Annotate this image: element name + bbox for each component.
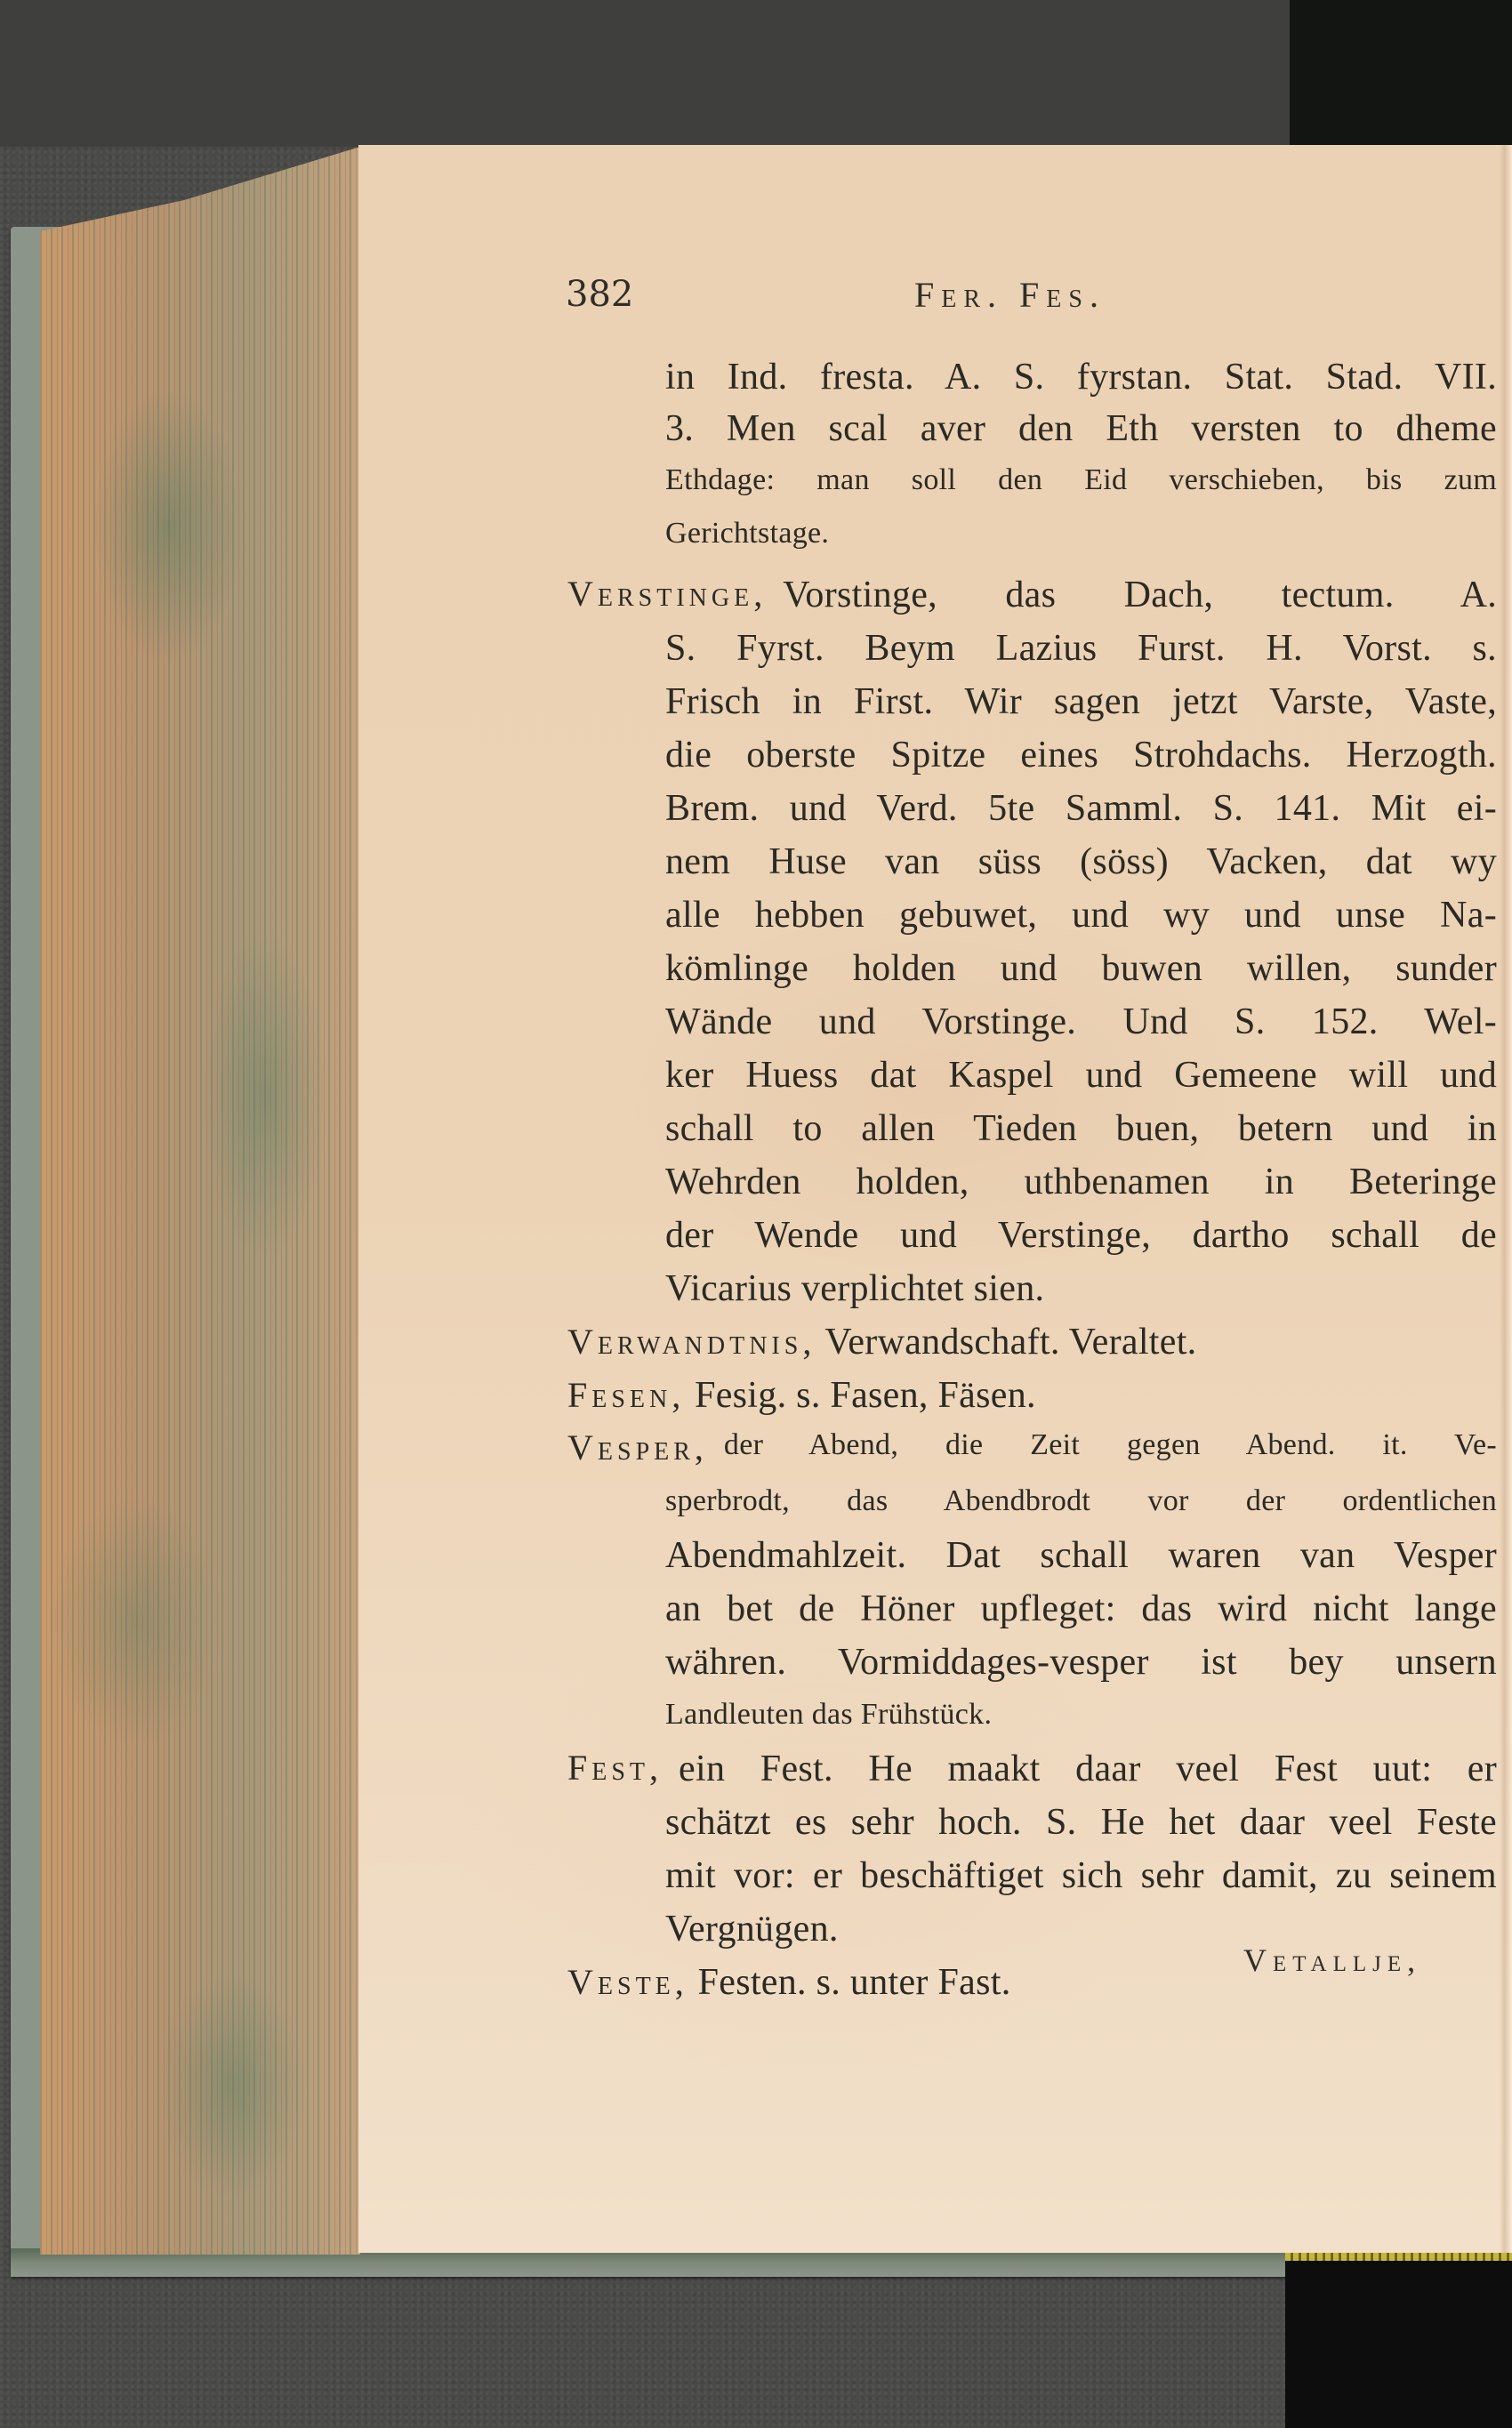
text-line: Vicarius verplichtet sien. (665, 1268, 1045, 1309)
definition-text: Verwandschaft. Veraltet. (824, 1322, 1197, 1363)
entry-verwandtnis (567, 1323, 1196, 1361)
text-line: Gerichtstage. (665, 517, 830, 550)
text-line: S. Fyrst. Beym Lazius Furst. H. Vorst. s. (665, 628, 1497, 669)
text-line: Brem. und Verd. 5te Samml. S. 141. Mit ei- (665, 788, 1497, 829)
background-top-right (1290, 0, 1512, 147)
running-head-title: Fer. Fes. (914, 275, 1106, 315)
page-content (358, 145, 1512, 2253)
text-line: Landleuten das Frühstück. (665, 1698, 993, 1731)
entry-first-line (567, 1750, 1497, 1788)
catchword: Vetallje, (1243, 1942, 1422, 1978)
text-line: Vergnügen. (665, 1909, 839, 1950)
headword: Vesper, (567, 1427, 708, 1467)
text-line: an bet de Höner upfleget: das wird nicht lange (665, 1588, 1497, 1629)
text-line: kömlinge holden und buwen willen, sunder (665, 948, 1497, 989)
definition-text: Festen. s. unter Fast. (697, 1962, 1011, 2003)
entry-fesen (567, 1377, 1036, 1414)
text-line: nem Huse van süss (söss) Vacken, dat wy (665, 841, 1497, 882)
text-line: Wände und Vorstinge. Und S. 152. Wel- (665, 1001, 1497, 1042)
text-line: Frisch in First. Wir sagen jetzt Varste, Vaste, (665, 681, 1497, 722)
entry-veste (567, 1964, 1011, 2001)
text-line: ker Huess dat Kaspel und Gemeene will und (665, 1055, 1497, 1096)
entry-first-line (567, 576, 1497, 614)
headword: Fesen, (567, 1375, 686, 1415)
definition-text: der Abend, die Zeit gegen Abend. it. Ve- (723, 1428, 1497, 1461)
book-page (358, 145, 1512, 2253)
text-line: die oberste Spitze eines Strohdachs. Herzogth. (665, 735, 1497, 776)
entry-first-line (567, 1427, 1497, 1467)
text-line: 3. Men scal aver den Eth versten to dheme (665, 408, 1497, 449)
running-head (358, 274, 1512, 327)
page-number: 382 (566, 274, 634, 315)
text-line: schätzt es sehr hoch. S. He het daar veel Feste (665, 1802, 1497, 1843)
page-fore-edge-stain (40, 147, 360, 2255)
text-line: alle hebben gebuwet, und wy und unse Na- (665, 895, 1497, 936)
text-line: in Ind. fresta. A. S. fyrstan. Stat. Stad. VII. (665, 357, 1497, 398)
headword: Fest, (567, 1748, 664, 1788)
text-line: Ethdage: man soll den Eid verschieben, bis zum (665, 463, 1497, 496)
text-line: Wehrden holden, uthbenamen in Beteringe (665, 1162, 1497, 1202)
text-line: Abendmahlzeit. Dat schall waren van Vesper (665, 1535, 1497, 1576)
text-line: währen. Vormiddages-vesper ist bey unsern (665, 1642, 1497, 1683)
definition-text: ein Fest. He maakt daar veel Fest uut: er (679, 1749, 1497, 1789)
headword: Verwandtnis, (567, 1322, 816, 1362)
headword: Verstinge, (567, 574, 768, 614)
text-line: schall to allen Tieden buen, betern und in (665, 1108, 1497, 1149)
definition-text: Fesig. s. Fasen, Fäsen. (695, 1375, 1036, 1416)
text-line: der Wende und Verstinge, dartho schall de (665, 1215, 1497, 1256)
headword: Veste, (567, 1962, 688, 2002)
background-dark-corner (1285, 2259, 1512, 2428)
background-top (0, 0, 1512, 147)
text-line: mit vor: er beschäftiget sich sehr damit, zu seinem (665, 1855, 1497, 1896)
definition-text: Vorstinge, das Dach, tectum. A. (783, 575, 1497, 615)
text-line: sperbrodt, das Abendbrodt vor der ordentlichen (665, 1484, 1497, 1517)
